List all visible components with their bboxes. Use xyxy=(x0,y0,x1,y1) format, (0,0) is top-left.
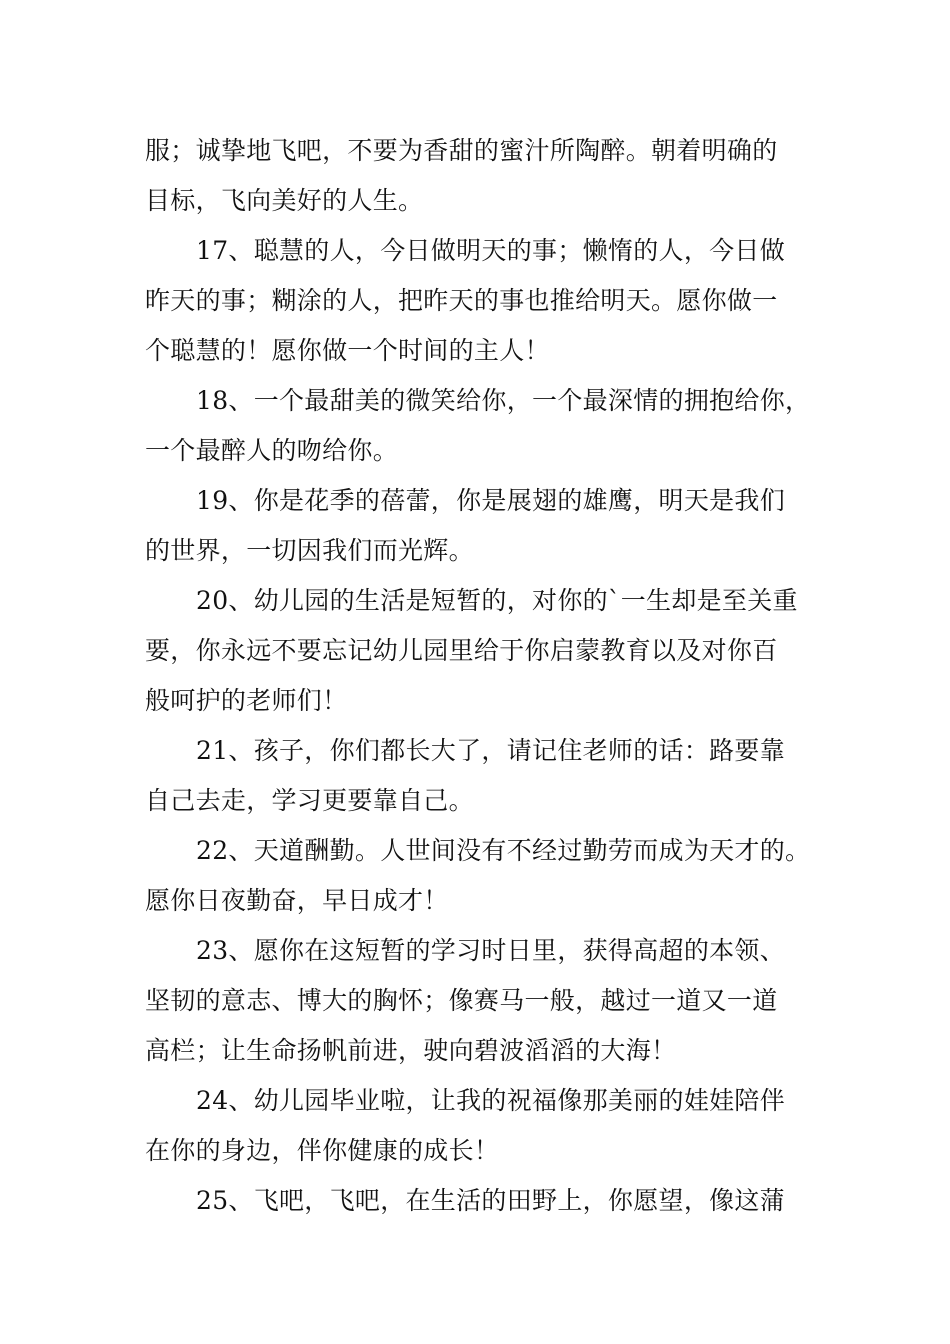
text-line: 20、幼儿园的生活是短暂的，对你的`一生却是至关重 xyxy=(196,586,798,615)
text-line: 般呵护的老师们！ xyxy=(145,686,348,715)
text-line: 一个最醉人的吻给你。 xyxy=(145,436,399,465)
paragraph-17 xyxy=(145,226,815,376)
text-line: 服；诚挚地飞吧，不要为香甜的蜜汁所陶醉。朝着明确的 xyxy=(145,136,778,165)
text-line: 24、幼儿园毕业啦，让我的祝福像那美丽的娃娃陪伴 xyxy=(196,1086,786,1115)
text-line: 愿你日夜勤奋，早日成才！ xyxy=(145,886,449,915)
text-line: 目标，飞向美好的人生。 xyxy=(145,186,424,215)
text-line: 个聪慧的！愿你做一个时间的主人！ xyxy=(145,336,550,365)
text-line: 23、愿你在这短暂的学习时日里，获得高超的本领、 xyxy=(196,936,786,965)
paragraph-20 xyxy=(145,576,815,726)
text-line: 17、聪慧的人，今日做明天的事；懒惰的人，今日做 xyxy=(196,236,786,265)
text-line: 21、孩子，你们都长大了，请记住老师的话：路要靠 xyxy=(196,736,786,765)
paragraph-22 xyxy=(145,826,815,926)
text-line: 高栏；让生命扬帆前进，驶向碧波滔滔的大海！ xyxy=(145,1036,677,1065)
text-line: 自己去走，学习更要靠自己。 xyxy=(145,786,474,815)
text-line: 要，你永远不要忘记幼儿园里给于你启蒙教育以及对你百 xyxy=(145,636,778,665)
paragraph-21 xyxy=(145,726,815,826)
text-line: 25、飞吧，飞吧，在生活的田野上，你愿望，像这蒲 xyxy=(196,1186,786,1215)
document-body xyxy=(145,126,815,1226)
text-line: 22、天道酬勤。人世间没有不经过勤劳而成为天才的。 xyxy=(196,836,811,865)
paragraph-23 xyxy=(145,926,815,1076)
text-line: 在你的身边，伴你健康的成长！ xyxy=(145,1136,500,1165)
paragraph-19 xyxy=(145,476,815,576)
paragraph-continued xyxy=(145,126,815,226)
paragraph-25 xyxy=(145,1176,815,1226)
text-line: 的世界，一切因我们而光辉。 xyxy=(145,536,474,565)
text-line: 坚韧的意志、博大的胸怀；像赛马一般，越过一道又一道 xyxy=(145,986,778,1015)
text-line: 19、你是花季的蓓蕾，你是展翅的雄鹰，明天是我们 xyxy=(196,486,786,515)
paragraph-24 xyxy=(145,1076,815,1176)
paragraph-18 xyxy=(145,376,815,476)
text-line: 昨天的事；糊涂的人，把昨天的事也推给明天。愿你做一 xyxy=(145,286,778,315)
text-line: 18、一个最甜美的微笑给你，一个最深情的拥抱给你， xyxy=(196,386,811,415)
